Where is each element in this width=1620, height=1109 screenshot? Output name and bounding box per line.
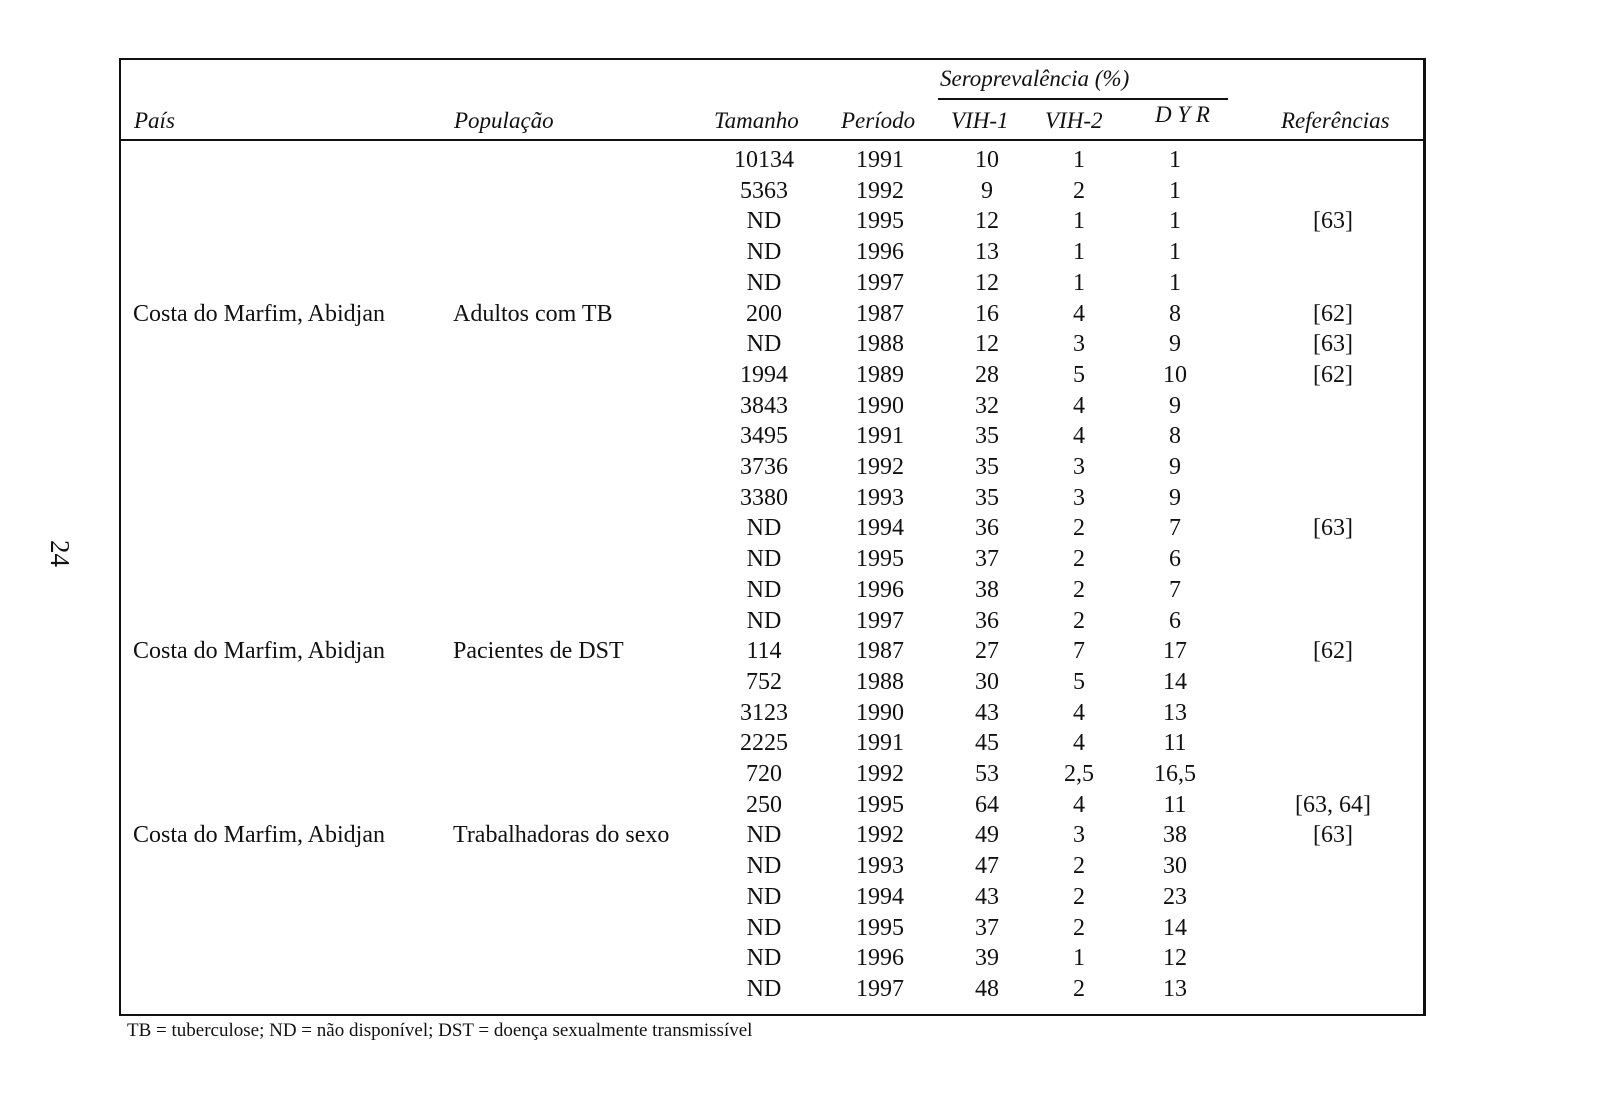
header-hiv1: VIH-1 [951,108,1009,133]
cell-period: 1992 [856,761,904,787]
cell-hiv2: 2 [1073,914,1085,941]
cell-hiv2: 4 [1073,699,1085,726]
cell-hiv2: 3 [1073,822,1085,849]
cell-size: 250 [746,791,782,818]
cell-hiv1: 10 [975,147,999,173]
cell-hiv2: 3 [1073,484,1085,511]
cell-ref: [63] [1313,515,1353,542]
cell-hiv1: 39 [975,945,999,972]
cell-hiv1: 64 [975,791,999,818]
cell-size: ND [746,945,782,972]
cell-hiv1: 53 [975,761,999,787]
header-seroprevalence: Seroprevalência (%) [940,66,1130,91]
cell-size: 3843 [740,392,788,419]
cell-hiv2: 4 [1073,423,1085,450]
cell-hiv1: 38 [975,576,999,603]
cell-hiv2: 5 [1073,361,1085,388]
cell-size: 3380 [740,484,788,511]
cell-dyr: 8 [1169,423,1181,450]
cell-dyr: 30 [1163,853,1187,880]
header-hiv2: VIH-2 [1045,108,1103,133]
cell-size: ND [746,883,782,910]
cell-hiv1: 36 [975,607,999,634]
cell-period: 1996 [856,576,904,603]
cell-hiv2: 2 [1073,177,1085,204]
cell-hiv1: 12 [975,269,999,296]
cell-size: 720 [746,761,782,787]
cell-ref: [63] [1313,208,1353,235]
cell-dyr: 9 [1169,484,1181,511]
cell-period: 1988 [856,668,904,695]
cell-hiv1: 35 [975,484,999,511]
cell-hiv1: 43 [975,699,999,726]
cell-hiv1: 45 [975,730,999,757]
cell-dyr: 13 [1163,975,1187,1002]
group-country: Costa do Marfim, Abidjan [133,300,385,327]
cell-hiv2: 1 [1073,147,1085,173]
cell-dyr: 23 [1163,883,1187,910]
page-number: 24 [45,540,75,567]
cell-period: 1996 [856,239,904,266]
cell-hiv2: 2 [1073,853,1085,880]
cell-size: ND [746,576,782,603]
cell-hiv2: 4 [1073,392,1085,419]
footnote: TB = tuberculose; ND = não disponível; DST = doença sexualmente transmissível [127,1020,753,1041]
group-population: Adultos com TB [453,300,613,327]
cell-size: ND [746,975,782,1002]
cell-period: 1992 [856,454,904,480]
cell-dyr: 9 [1169,331,1181,358]
cell-dyr: 11 [1163,791,1187,818]
cell-period: 1987 [856,300,904,327]
cell-dyr: 6 [1169,546,1181,573]
header-dyr: D Y R [1155,102,1210,127]
cell-size: ND [746,269,782,296]
cell-hiv1: 47 [975,853,999,880]
cell-dyr: 16,5 [1154,761,1196,787]
cell-size: ND [746,822,782,849]
cell-size: ND [746,331,782,358]
cell-size: 114 [746,638,782,665]
cell-dyr: 1 [1169,208,1181,235]
cell-dyr: 12 [1163,945,1187,972]
cell-hiv2: 4 [1073,791,1085,818]
header-country: País [134,108,175,133]
header-size: Tamanho [714,108,799,133]
cell-period: 1991 [856,423,904,450]
cell-period: 1995 [856,546,904,573]
cell-dyr: 9 [1169,454,1181,480]
cell-period: 1987 [856,638,904,665]
cell-period: 1994 [856,515,904,542]
group-population: Pacientes de DST [453,638,624,665]
cell-hiv2: 2 [1073,607,1085,634]
cell-size: ND [746,607,782,634]
cell-period: 1992 [856,177,904,204]
cell-hiv1: 48 [975,975,999,1002]
cell-hiv1: 43 [975,883,999,910]
group-country: Costa do Marfim, Abidjan [133,822,385,849]
cell-period: 1994 [856,883,904,910]
cell-size: ND [746,515,782,542]
cell-ref: [63] [1313,331,1353,358]
cell-hiv2: 2 [1073,576,1085,603]
cell-hiv1: 37 [975,914,999,941]
cell-period: 1997 [856,975,904,1002]
cell-hiv2: 3 [1073,331,1085,358]
cell-hiv1: 12 [975,208,999,235]
cell-size: ND [746,208,782,235]
cell-size: 5363 [740,177,788,204]
cell-dyr: 38 [1163,822,1187,849]
cell-size: ND [746,546,782,573]
cell-size: 2225 [740,730,788,757]
cell-size: 200 [746,300,782,327]
cell-hiv2: 2 [1073,546,1085,573]
cell-dyr: 1 [1169,239,1181,266]
cell-ref: [62] [1313,361,1353,388]
cell-size: 10134 [734,147,794,173]
cell-hiv2: 2 [1073,883,1085,910]
cell-size: ND [746,239,782,266]
cell-size: 3495 [740,423,788,450]
header-references: Referências [1281,108,1390,133]
cell-hiv2: 3 [1073,454,1085,480]
cell-period: 1990 [856,392,904,419]
cell-period: 1995 [856,208,904,235]
cell-dyr: 14 [1163,914,1187,941]
cell-dyr: 11 [1163,730,1187,757]
header-rule [119,139,1426,141]
cell-hiv2: 2 [1073,975,1085,1002]
cell-period: 1996 [856,945,904,972]
cell-period: 1990 [856,699,904,726]
cell-ref: [63] [1313,822,1353,849]
cell-hiv1: 35 [975,454,999,480]
header-period: Período [841,108,916,133]
cell-dyr: 6 [1169,607,1181,634]
cell-period: 1992 [856,822,904,849]
cell-period: 1997 [856,607,904,634]
cell-dyr: 10 [1163,361,1187,388]
cell-hiv2: 4 [1073,300,1085,327]
cell-dyr: 7 [1169,576,1181,603]
cell-hiv2: 2 [1073,515,1085,542]
cell-size: 752 [746,668,782,695]
cell-dyr: 8 [1169,300,1181,327]
cell-hiv1: 27 [975,638,999,665]
cell-hiv2: 1 [1073,239,1085,266]
cell-dyr: 1 [1169,147,1181,173]
cell-size: 3736 [740,454,788,480]
cell-period: 1991 [856,147,904,173]
cell-dyr: 1 [1169,177,1181,204]
cell-hiv2: 4 [1073,730,1085,757]
cell-hiv2: 1 [1073,269,1085,296]
cell-hiv1: 36 [975,515,999,542]
cell-hiv2: 1 [1073,208,1085,235]
cell-hiv1: 32 [975,392,999,419]
cell-period: 1993 [856,853,904,880]
cell-hiv1: 30 [975,668,999,695]
cell-dyr: 13 [1163,699,1187,726]
cell-hiv1: 28 [975,361,999,388]
cell-dyr: 9 [1169,392,1181,419]
cell-hiv2: 5 [1073,668,1085,695]
cell-hiv1: 37 [975,546,999,573]
cell-period: 1995 [856,914,904,941]
cell-hiv1: 16 [975,300,999,327]
cell-period: 1991 [856,730,904,757]
cell-size: ND [746,914,782,941]
header-population: População [454,108,554,133]
seroprevalence-rule [938,98,1228,100]
cell-period: 1997 [856,269,904,296]
cell-hiv1: 49 [975,822,999,849]
cell-dyr: 7 [1169,515,1181,542]
cell-period: 1988 [856,331,904,358]
cell-dyr: 14 [1163,668,1187,695]
cell-size: 1994 [740,361,788,388]
cell-hiv2: 1 [1073,945,1085,972]
cell-size: ND [746,853,782,880]
cell-period: 1989 [856,361,904,388]
cell-hiv1: 9 [981,177,993,204]
cell-dyr: 1 [1169,269,1181,296]
cell-dyr: 17 [1163,638,1187,665]
cell-size: 3123 [740,699,788,726]
cell-ref: [63, 64] [1295,791,1371,818]
cell-hiv1: 12 [975,331,999,358]
cell-period: 1993 [856,484,904,511]
cell-hiv2: 7 [1073,638,1085,665]
cell-period: 1995 [856,791,904,818]
cell-ref: [62] [1313,300,1353,327]
cell-hiv1: 35 [975,423,999,450]
cell-ref: [62] [1313,638,1353,665]
cell-hiv2: 2,5 [1064,761,1094,787]
group-population: Trabalhadoras do sexo [453,822,670,849]
cell-hiv1: 13 [975,239,999,266]
group-country: Costa do Marfim, Abidjan [133,638,385,665]
